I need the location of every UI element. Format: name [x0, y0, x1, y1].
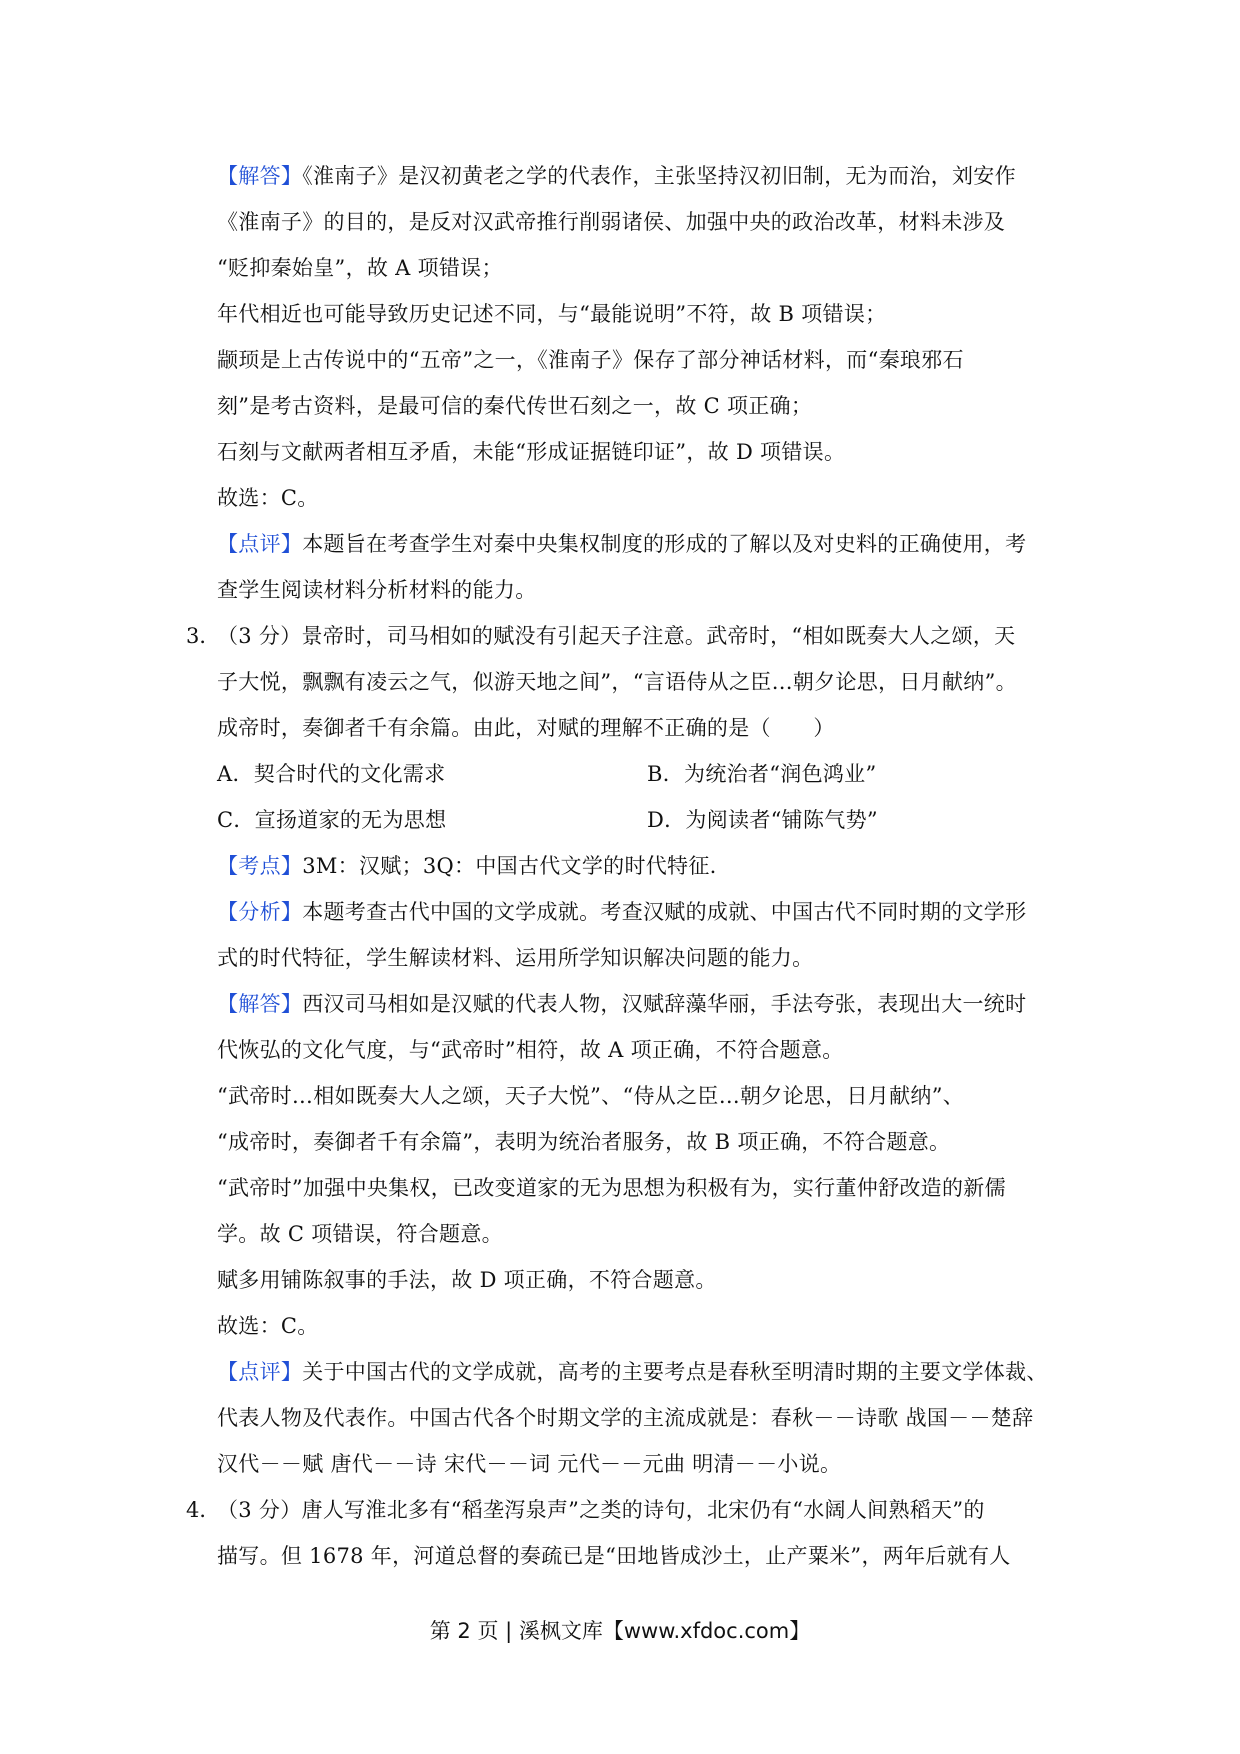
comment-tag: 【点评】 — [217, 1360, 303, 1384]
q3-option-d: D．为阅读者“铺陈气势” — [647, 808, 878, 832]
q3-answer-line-3: “武帝时…相如既奏大人之颂，天子大悦”、“侍从之臣…朝夕论思，日月献纳”、 — [217, 1084, 965, 1108]
analysis-text: 本题考查古代中国的文学成就。考查汉赋的成就、中国古代不同时期的文学形 — [302, 900, 1027, 924]
q2-answer-line-7: 石刻与文献两者相互矛盾，未能“形成证据链印证”，故 D 项错误。 — [217, 440, 846, 464]
q3-analysis-line-1 — [217, 897, 1026, 927]
q3-answer-line-8: 故选：C。 — [217, 1314, 319, 1338]
answer-text: 西汉司马相如是汉赋的代表人物，汉赋辞藻华丽，手法夸张，表现出大一统时 — [302, 992, 1027, 1016]
q3-analysis-line-2: 式的时代特征，学生解读材料、运用所学知识解决问题的能力。 — [217, 946, 814, 970]
answer-tag: 【解答】 — [217, 164, 303, 188]
answer-tag: 【解答】 — [217, 992, 303, 1016]
q3-comment-line-3: 汉代－－赋 唐代－－诗 宋代－－词 元代－－元曲 明清－－小说。 — [217, 1452, 842, 1476]
point-text: 3M：汉赋；3Q：中国古代文学的时代特征. — [302, 854, 717, 878]
q3-answer-line-1 — [217, 989, 1026, 1019]
page-footer: 第 2 页 | 溪枫文库【www.xfdoc.com】 — [429, 1619, 811, 1643]
q3-answer-line-5: “武帝时”加强中央集权，已改变道家的无为思想为积极有为，实行董仲舒改造的新儒 — [217, 1176, 1006, 1200]
q2-comment-line-2: 查学生阅读材料分析材料的能力。 — [217, 578, 537, 602]
q4-stem-line-2: 描写。但 1678 年，河道总督的奏疏已是“田地皆成沙土，止产粟米”，两年后就有人 — [217, 1544, 1011, 1568]
q3-answer-line-6: 学。故 C 项错误，符合题意。 — [217, 1222, 503, 1246]
q3-stem-line-3: 成帝时，奏御者千有余篇。由此，对赋的理解不正确的是（ ） — [217, 716, 835, 740]
q2-answer-line-8: 故选：C。 — [217, 486, 319, 510]
point-tag: 【考点】 — [217, 854, 303, 878]
q4-stem-line-1: （3 分）唐人写淮北多有“稻垄泻泉声”之类的诗句，北宋仍有“水阔人间熟稻天”的 — [217, 1498, 985, 1522]
q3-number: 3． — [186, 624, 221, 648]
q3-stem-line-2: 子大悦，飘飘有凌云之气，似游天地之间”，“言语侍从之臣…朝夕论思，日月献纳”。 — [217, 670, 1017, 694]
q3-option-c: C．宣扬道家的无为思想 — [217, 808, 447, 832]
q3-point-line — [217, 851, 717, 881]
q4-number: 4． — [186, 1498, 221, 1522]
comment-tag: 【点评】 — [217, 532, 303, 556]
q3-answer-line-2: 代恢弘的文化气度，与“武帝时”相符，故 A 项正确，不符合题意。 — [217, 1038, 844, 1062]
q2-answer-line-1 — [217, 161, 1016, 191]
answer-text: 《淮南子》是汉初黄老之学的代表作，主张坚持汉初旧制，无为而治，刘安作 — [302, 164, 1016, 188]
q3-option-a: A．契合时代的文化需求 — [217, 762, 446, 786]
q2-comment-line-1 — [217, 529, 1026, 559]
analysis-tag: 【分析】 — [217, 900, 303, 924]
q2-answer-line-6: 刻”是考古资料，是最可信的秦代传世石刻之一，故 C 项正确； — [217, 394, 813, 418]
q3-answer-line-4: “成帝时，奏御者千有余篇”，表明为统治者服务，故 B 项正确，不符合题意。 — [217, 1130, 951, 1154]
q2-answer-line-3: “贬抑秦始皇”，故 A 项错误； — [217, 256, 503, 280]
q3-comment-line-2: 代表人物及代表作。中国古代各个时期文学的主流成就是：春秋－－诗歌 战国－－楚辞 — [217, 1406, 1034, 1430]
q3-comment-line-1 — [217, 1357, 1048, 1387]
q3-answer-line-7: 赋多用铺陈叙事的手法，故 D 项正确，不符合题意。 — [217, 1268, 717, 1292]
q2-answer-line-4: 年代相近也可能导致历史记述不同，与“最能说明”不符，故 B 项错误； — [217, 302, 887, 326]
q3-stem-line-1: （3 分）景帝时，司马相如的赋没有引起天子注意。武帝时，“相如既奏大人之颂，天 — [217, 624, 1016, 648]
comment-text: 关于中国古代的文学成就，高考的主要考点是春秋至明清时期的主要文学体裁、 — [302, 1360, 1048, 1384]
q3-option-b: B．为统治者“润色鸿业” — [647, 762, 877, 786]
comment-text: 本题旨在考查学生对秦中央集权制度的形成的了解以及对史料的正确使用，考 — [302, 532, 1027, 556]
q2-answer-line-5: 颛顼是上古传说中的“五帝”之一，《淮南子》保存了部分神话材料，而“秦琅邪石 — [217, 348, 964, 372]
q2-answer-line-2: 《淮南子》的目的，是反对汉武帝推行削弱诸侯、加强中央的政治改革，材料未涉及 — [217, 210, 1006, 234]
